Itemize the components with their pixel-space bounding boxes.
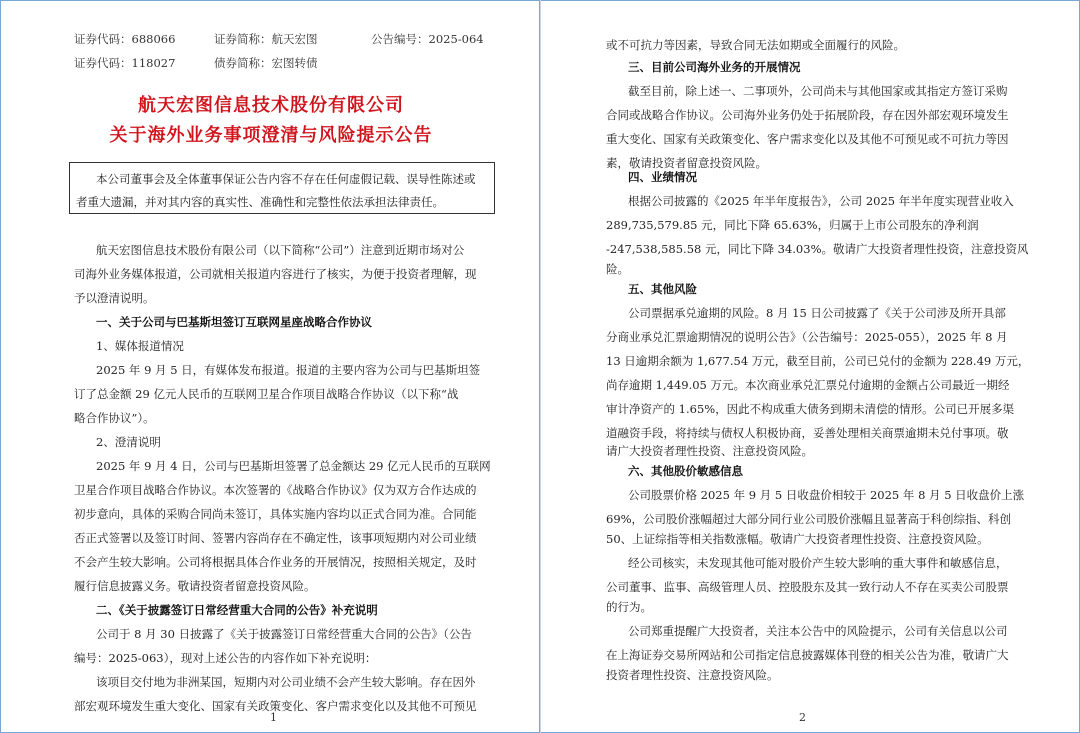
paragraph-line: 重大变化、国家有关政策变化、客户需求变化以及其他不可预见或不可抗力等因 bbox=[606, 132, 1009, 146]
paragraph-line: 初步意向，具体的采购合同尚未签订，具体实施内容均以正式合同为准。合同能 bbox=[74, 507, 477, 521]
paragraph-line: 素，敬请投资者留意投资风险。 bbox=[606, 156, 767, 170]
paragraph-line: 根据公司披露的《2025 年半年度报告》，公司 2025 年半年度实现营业收入 bbox=[628, 194, 1014, 208]
bond-code-label: 证券代码：118027 bbox=[74, 56, 176, 70]
paragraph-line: 公司于 8 月 30 日披露了《关于披露签订日常经营重大合同的公告》（公告 bbox=[96, 627, 472, 641]
paragraph-line: 13 日逾期余额为 1,677.54 万元，截至目前，公司已兑付的金额为 228.49 万元， bbox=[606, 354, 1030, 368]
paragraph-line: 公司票据承兑逾期的风险。8 月 15 日公司披露了《关于公司涉及所开具部 bbox=[628, 306, 1006, 320]
stock-abbr-label: 证券简称：航天宏图 bbox=[214, 32, 318, 46]
paragraph-line: 略合作协议”）。 bbox=[74, 411, 155, 425]
section-heading-6: 六、其他股价敏感信息 bbox=[628, 464, 743, 478]
board-guarantee-line: 者重大遗漏，并对其内容的真实性、准确性和完整性依法承担法律责任。 bbox=[76, 195, 444, 209]
paragraph-line: 2025 年 9 月 5 日，有媒体发布报道。报道的主要内容为公司与巴基斯坦签 bbox=[96, 363, 481, 377]
page-2 bbox=[540, 0, 1080, 733]
paragraph-line: 航天宏图信息技术股份有限公司（以下简称“公司”）注意到近期市场对公 bbox=[96, 243, 465, 257]
paragraph-line: 289,735,579.85 元，同比下降 65.63%，归属于上市公司股东的净利润 bbox=[606, 218, 979, 232]
paragraph-line: 该项目交付地为非洲某国，短期内对公司业绩不会产生较大影响。存在因外 bbox=[96, 675, 476, 689]
paragraph-line: 道融资手段，将持续与债权人积极协商，妥善处理相关商票逾期未兑付事项。敬 bbox=[606, 426, 1009, 440]
paragraph-line: 截至目前，除上述一、二事项外，公司尚未与其他国家或其指定方签订采购 bbox=[628, 84, 1008, 98]
paragraph-line: -247,538,585.58 元，同比下降 34.03%。敬请广大投资者理性投资，注意投资风 bbox=[606, 242, 1029, 256]
paragraph-line: 险。 bbox=[606, 262, 629, 276]
paragraph-line: 分商业承兑汇票逾期情况的说明公告》（公告编号：2025-055），2025 年 8 月 bbox=[606, 330, 1008, 344]
paragraph-line: 部宏观环境发生重大变化、国家有关政策变化、客户需求变化以及其他不可预见 bbox=[74, 699, 477, 713]
subsection-heading: 1、媒体报道情况 bbox=[96, 339, 184, 353]
paragraph-line: 经公司核实，未发现其他可能对股价产生较大影响的重大事件和敏感信息， bbox=[628, 556, 1008, 570]
paragraph-line: 合同或战略合作协议。公司海外业务仍处于拓展阶段，存在因外部宏观环境发生 bbox=[606, 108, 1009, 122]
page-number: 1 bbox=[270, 711, 277, 724]
paragraph-line: 公司股票价格 2025 年 9 月 5 日收盘价相较于 2025 年 8 月 5 日收盘价上涨 bbox=[628, 488, 1025, 502]
paragraph-line: 尚存逾期 1,449.05 万元。本次商业承兑汇票兑付逾期的金额占公司最近一期经 bbox=[606, 378, 1010, 392]
paragraph-line: 2025 年 9 月 4 日，公司与巴基斯坦签署了总金额达 29 亿元人民币的互联网 bbox=[96, 459, 491, 473]
paragraph-line: 或不可抗力等因素，导致合同无法如期或全面履行的风险。 bbox=[606, 38, 905, 52]
announcement-title: 关于海外业务事项澄清与风险提示公告 bbox=[109, 125, 433, 146]
paragraph-line: 编号：2025-063），现对上述公告的内容作如下补充说明： bbox=[74, 651, 377, 665]
company-title: 航天宏图信息技术股份有限公司 bbox=[138, 95, 404, 116]
paragraph-line: 请广大投资者理性投资、注意投资风险。 bbox=[606, 444, 813, 458]
page-number: 2 bbox=[799, 711, 806, 724]
paragraph-line: 司海外业务媒体报道，公司就相关报道内容进行了核实，为便于投资者理解，现 bbox=[74, 267, 477, 281]
stock-code-label: 证券代码：688066 bbox=[74, 32, 176, 46]
paragraph-line: 50、上证综指等相关指数涨幅。敬请广大投资者理性投资、注意投资风险。 bbox=[606, 532, 989, 546]
paragraph-line: 不会产生较大影响。公司将根据具体合作业务的开展情况，按照相关规定，及时 bbox=[74, 555, 477, 569]
notice-number: 公告编号：2025-064 bbox=[371, 32, 484, 46]
section-heading-2: 二、《关于披露签订日常经营重大合同的公告》补充说明 bbox=[96, 603, 378, 617]
board-guarantee-line: 本公司董事会及全体董事保证公告内容不存在任何虚假记载、误导性陈述或 bbox=[96, 172, 476, 186]
paragraph-line: 公司董事、监事、高级管理人员、控股股东及其一致行动人不存在买卖公司股票 bbox=[606, 580, 1009, 594]
paragraph-line: 予以澄清说明。 bbox=[74, 291, 155, 305]
paragraph-line: 的行为。 bbox=[606, 600, 652, 614]
section-heading-5: 五、其他风险 bbox=[628, 282, 697, 296]
paragraph-line: 订了总金额 29 亿元人民币的互联网卫星合作项目战略合作协议（以下称“战 bbox=[74, 387, 459, 401]
subsection-heading: 2、澄清说明 bbox=[96, 435, 161, 449]
paragraph-line: 审计净资产的 1.65%，因此不构成重大债务到期未清偿的情形。公司已开展多渠 bbox=[606, 402, 1015, 416]
paragraph-line: 否正式签署以及签订时间、签署内容尚存在不确定性，该事项短期内对公司业绩 bbox=[74, 531, 477, 545]
bond-abbr-label: 债券简称：宏图转债 bbox=[214, 56, 318, 70]
page-divider bbox=[540, 0, 541, 733]
paragraph-line: 公司郑重提醒广大投资者，关注本公告中的风险提示，公司有关信息以公司 bbox=[628, 624, 1008, 638]
section-heading-3: 三、目前公司海外业务的开展情况 bbox=[628, 60, 801, 74]
paragraph-line: 69%，公司股价涨幅超过大部分同行业公司股价涨幅且显著高于科创综指、科创 bbox=[606, 512, 1012, 526]
paragraph-line: 在上海证券交易所网站和公司指定信息披露媒体刊登的相关公告为准，敬请广大 bbox=[606, 648, 1009, 662]
section-heading-4: 四、业绩情况 bbox=[628, 170, 697, 184]
paragraph-line: 卫星合作项目战略合作协议。本次签署的《战略合作协议》仅为双方合作达成的 bbox=[74, 483, 477, 497]
paragraph-line: 投资者理性投资、注意投资风险。 bbox=[606, 668, 779, 682]
paragraph-line: 履行信息披露义务。敬请投资者留意投资风险。 bbox=[74, 579, 316, 593]
section-heading-1: 一、关于公司与巴基斯坦签订互联网星座战略合作协议 bbox=[96, 315, 372, 329]
